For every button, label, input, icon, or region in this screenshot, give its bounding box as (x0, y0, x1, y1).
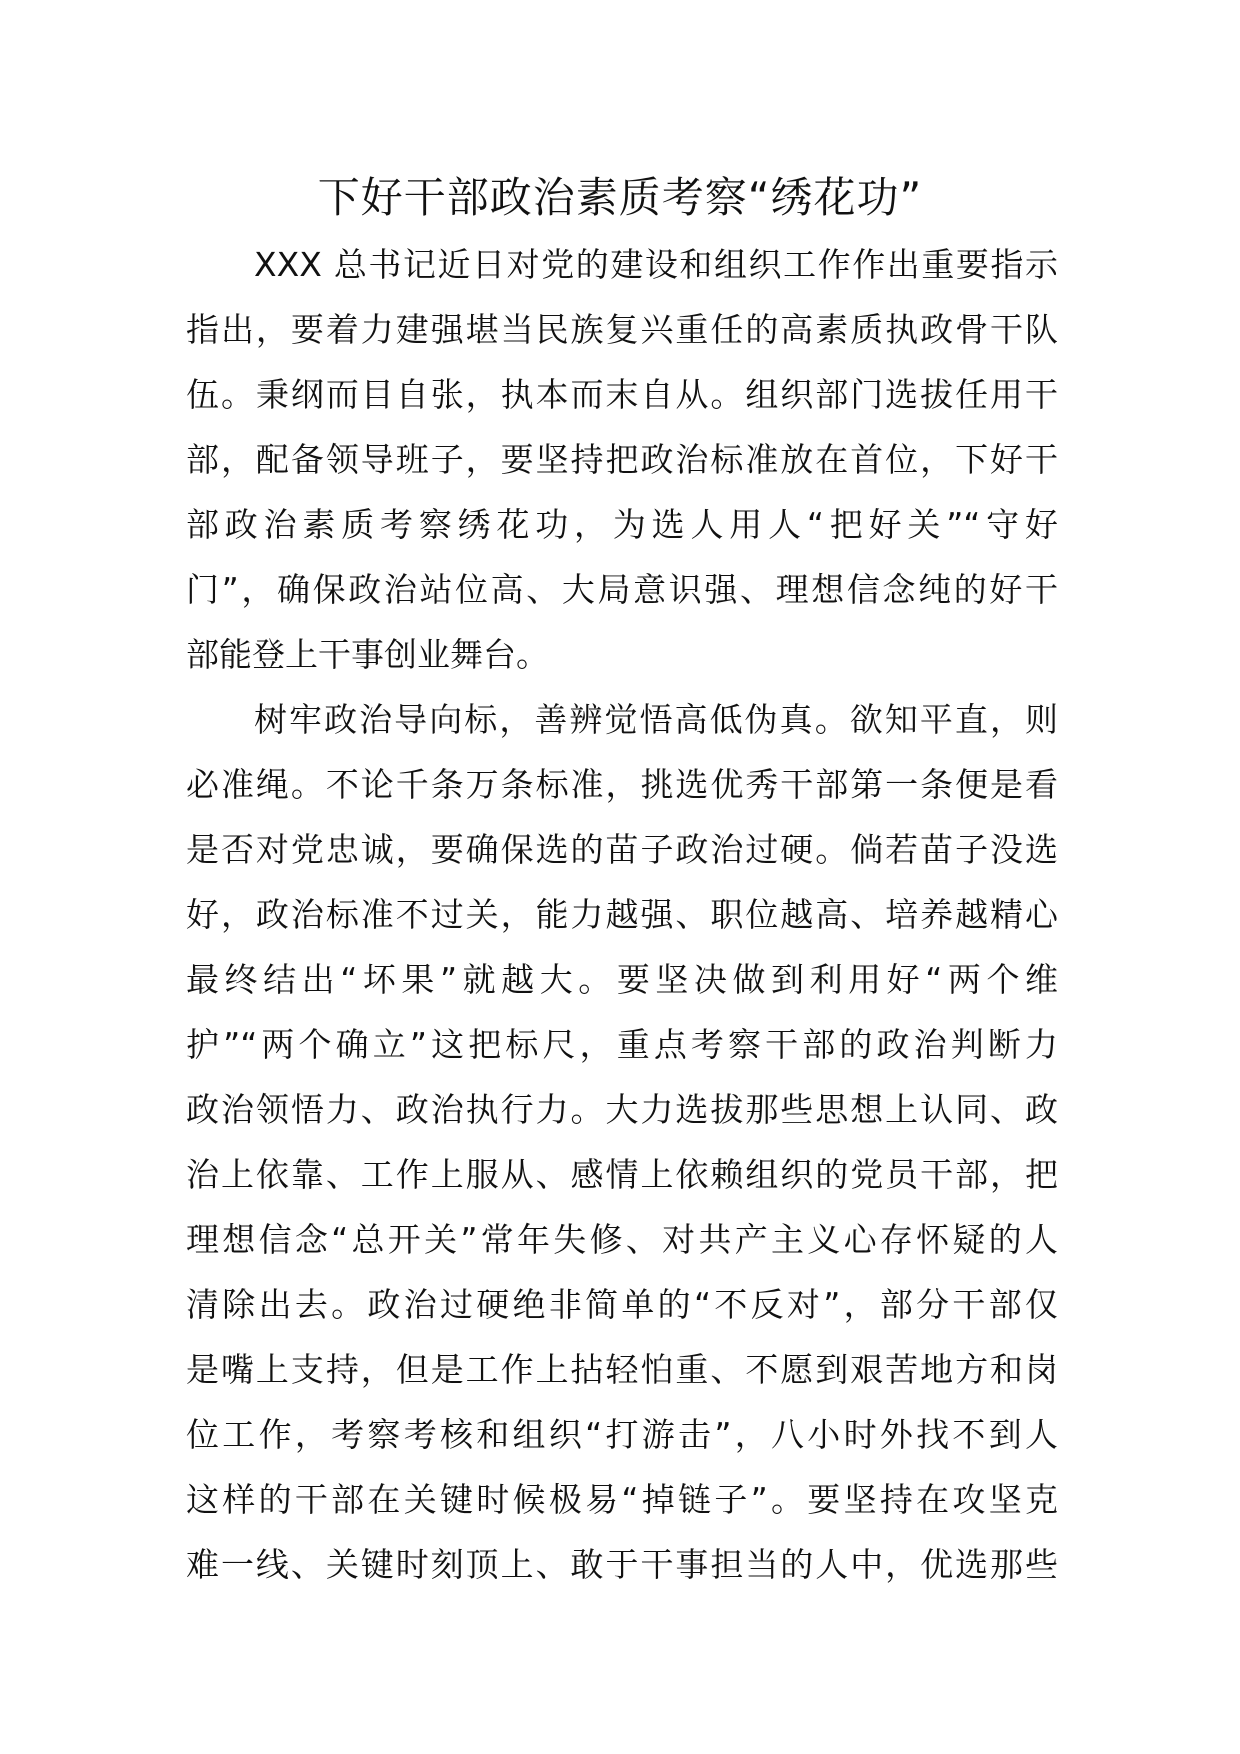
paragraph-line: 伍。秉纲而目自张，执本而末自从。组织部门选拔任用干 (186, 375, 1058, 414)
document-title: 下好干部政治素质考察“绣花功” (317, 173, 923, 222)
paragraph-line: 理想信念“总开关”常年失修、对共产主义心存怀疑的人 (186, 1220, 1058, 1259)
paragraph-line: 树牢政治导向标，善辨觉悟高低伪真。欲知平直，则 (254, 700, 1058, 739)
paragraph-line: 门”，确保政治站位高、大局意识强、理想信念纯的好干 (186, 570, 1058, 609)
paragraph-line: 位工作，考察考核和组织“打游击”，八小时外找不到人 (186, 1415, 1058, 1454)
paragraph-1 (186, 232, 1058, 687)
paragraph-line: 是嘴上支持，但是工作上拈轻怕重、不愿到艰苦地方和岗 (186, 1350, 1058, 1389)
paragraph-line: 必准绳。不论千条万条标准，挑选优秀干部第一条便是看 (186, 765, 1058, 804)
document-body (186, 232, 1058, 1597)
paragraph-line: 清除出去。政治过硬绝非简单的“不反对”，部分干部仅 (186, 1285, 1058, 1324)
paragraph-line: 好，政治标准不过关，能力越强、职位越高、培养越精心 (186, 895, 1058, 934)
paragraph-line: 这样的干部在关键时候极易“掉链子”。要坚持在攻坚克 (186, 1480, 1058, 1519)
paragraph-line: 最终结出“坏果”就越大。要坚决做到利用好“两个维 (186, 960, 1058, 999)
paragraph-line: 部能登上干事创业舞台。 (186, 635, 549, 674)
paragraph-line: 部，配备领导班子，要坚持把政治标准放在首位，下好干 (186, 440, 1058, 479)
paragraph-line: 护”“两个确立”这把标尺，重点考察干部的政治判断力 (186, 1025, 1058, 1064)
paragraph-line: 指出，要着力建强堪当民族复兴重任的高素质执政骨干队 (186, 310, 1058, 349)
paragraph-line: 是否对党忠诚，要确保选的苗子政治过硬。倘若苗子没选 (186, 830, 1058, 869)
paragraph-line: 部政治素质考察绣花功，为选人用人“把好关”“守好 (186, 505, 1058, 544)
paragraph-line: 治上依靠、工作上服从、感情上依赖组织的党员干部，把 (186, 1155, 1058, 1194)
paragraph-line: 政治领悟力、政治执行力。大力选拔那些思想上认同、政 (186, 1090, 1058, 1129)
paragraph-line: 难一线、关键时刻顶上、敢于干事担当的人中，优选那些 (186, 1545, 1058, 1584)
paragraph-2 (186, 687, 1058, 1597)
paragraph-line: XXX 总书记近日对党的建设和组织工作作出重要指示 (254, 245, 1058, 284)
